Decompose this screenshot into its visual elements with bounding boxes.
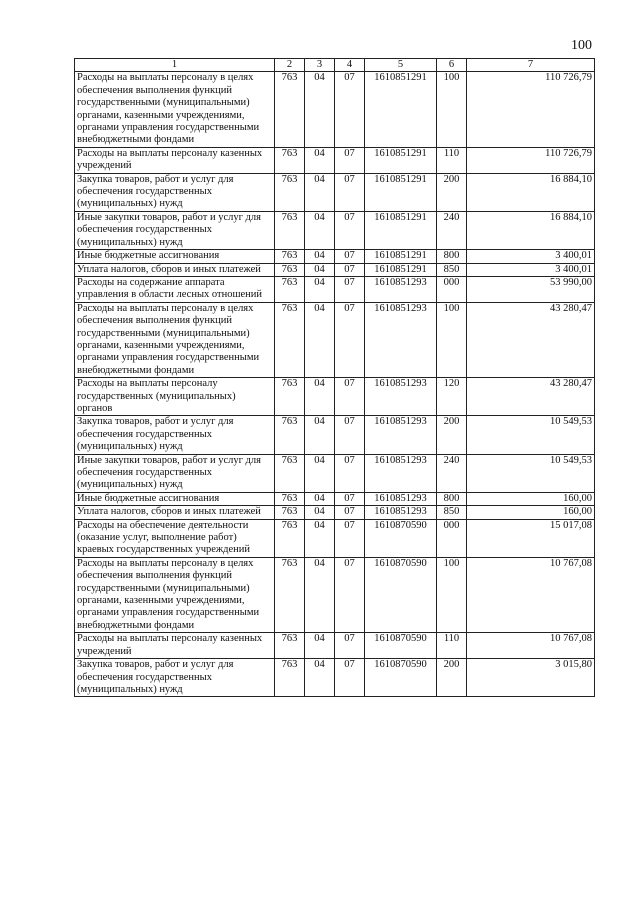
section-code-cell: 04 bbox=[305, 454, 335, 492]
subsection-code-cell: 07 bbox=[335, 506, 365, 519]
budget-table bbox=[74, 58, 595, 697]
header-row bbox=[75, 59, 595, 72]
subsection-code-cell: 07 bbox=[335, 250, 365, 263]
ministry-code-cell: 763 bbox=[275, 416, 305, 454]
expense-type-cell: 800 bbox=[437, 250, 467, 263]
target-article-cell: 1610851293 bbox=[365, 454, 437, 492]
ministry-code-cell: 763 bbox=[275, 250, 305, 263]
expense-name-cell: Уплата налогов, сборов и иных платежей bbox=[75, 506, 275, 519]
subsection-code-cell: 07 bbox=[335, 378, 365, 416]
expense-type-cell: 100 bbox=[437, 557, 467, 632]
section-code-cell: 04 bbox=[305, 72, 335, 147]
amount-cell: 110 726,79 bbox=[467, 147, 595, 173]
column-header: 3 bbox=[305, 59, 335, 72]
target-article-cell: 1610851293 bbox=[365, 302, 437, 377]
expense-type-cell: 240 bbox=[437, 211, 467, 249]
target-article-cell: 1610851293 bbox=[365, 506, 437, 519]
table-row bbox=[75, 147, 595, 173]
expense-name-cell: Расходы на обеспечение деятельности (оказание услуг, выполнение работ) краевых государственных учреждений bbox=[75, 519, 275, 557]
expense-type-cell: 000 bbox=[437, 276, 467, 302]
ministry-code-cell: 763 bbox=[275, 173, 305, 211]
table-row bbox=[75, 263, 595, 276]
expense-type-cell: 110 bbox=[437, 633, 467, 659]
section-code-cell: 04 bbox=[305, 211, 335, 249]
amount-cell: 10 549,53 bbox=[467, 454, 595, 492]
expense-type-cell: 100 bbox=[437, 72, 467, 147]
expense-name-cell: Уплата налогов, сборов и иных платежей bbox=[75, 263, 275, 276]
ministry-code-cell: 763 bbox=[275, 659, 305, 697]
subsection-code-cell: 07 bbox=[335, 302, 365, 377]
ministry-code-cell: 763 bbox=[275, 211, 305, 249]
table-row bbox=[75, 557, 595, 632]
target-article-cell: 1610851293 bbox=[365, 378, 437, 416]
section-code-cell: 04 bbox=[305, 492, 335, 505]
expense-name-cell: Иные закупки товаров, работ и услуг для обеспечения государственных (муниципальных) нужд bbox=[75, 454, 275, 492]
amount-cell: 16 884,10 bbox=[467, 211, 595, 249]
column-header: 1 bbox=[75, 59, 275, 72]
expense-name-cell: Расходы на выплаты персоналу в целях обеспечения выполнения функций государственными (муниципальными) органами, казенными учреждениями, органами управления государственными внебюджетными фондами bbox=[75, 72, 275, 147]
column-header: 7 bbox=[467, 59, 595, 72]
amount-cell: 15 017,08 bbox=[467, 519, 595, 557]
section-code-cell: 04 bbox=[305, 173, 335, 211]
subsection-code-cell: 07 bbox=[335, 557, 365, 632]
expense-name-cell: Закупка товаров, работ и услуг для обеспечения государственных (муниципальных) нужд bbox=[75, 416, 275, 454]
section-code-cell: 04 bbox=[305, 263, 335, 276]
target-article-cell: 1610870590 bbox=[365, 519, 437, 557]
subsection-code-cell: 07 bbox=[335, 211, 365, 249]
expense-type-cell: 200 bbox=[437, 659, 467, 697]
expense-type-cell: 200 bbox=[437, 416, 467, 454]
table-row bbox=[75, 302, 595, 377]
target-article-cell: 1610870590 bbox=[365, 659, 437, 697]
target-article-cell: 1610851291 bbox=[365, 147, 437, 173]
amount-cell: 10 549,53 bbox=[467, 416, 595, 454]
amount-cell: 160,00 bbox=[467, 492, 595, 505]
table-row bbox=[75, 492, 595, 505]
table-row bbox=[75, 659, 595, 697]
subsection-code-cell: 07 bbox=[335, 263, 365, 276]
table-row bbox=[75, 519, 595, 557]
expense-name-cell: Иные закупки товаров, работ и услуг для обеспечения государственных (муниципальных) нужд bbox=[75, 211, 275, 249]
target-article-cell: 1610851291 bbox=[365, 211, 437, 249]
target-article-cell: 1610870590 bbox=[365, 557, 437, 632]
table-row bbox=[75, 416, 595, 454]
target-article-cell: 1610851291 bbox=[365, 263, 437, 276]
ministry-code-cell: 763 bbox=[275, 519, 305, 557]
expense-name-cell: Расходы на содержание аппарата управления в области лесных отношений bbox=[75, 276, 275, 302]
target-article-cell: 1610851291 bbox=[365, 72, 437, 147]
amount-cell: 110 726,79 bbox=[467, 72, 595, 147]
expense-name-cell: Расходы на выплаты персоналу казенных учреждений bbox=[75, 633, 275, 659]
expense-type-cell: 120 bbox=[437, 378, 467, 416]
expense-type-cell: 110 bbox=[437, 147, 467, 173]
table-row bbox=[75, 250, 595, 263]
section-code-cell: 04 bbox=[305, 302, 335, 377]
ministry-code-cell: 763 bbox=[275, 492, 305, 505]
expense-name-cell: Закупка товаров, работ и услуг для обеспечения государственных (муниципальных) нужд bbox=[75, 659, 275, 697]
amount-cell: 3 400,01 bbox=[467, 250, 595, 263]
expense-name-cell: Расходы на выплаты персоналу казенных учреждений bbox=[75, 147, 275, 173]
target-article-cell: 1610851293 bbox=[365, 492, 437, 505]
subsection-code-cell: 07 bbox=[335, 633, 365, 659]
subsection-code-cell: 07 bbox=[335, 173, 365, 211]
target-article-cell: 1610851291 bbox=[365, 250, 437, 263]
ministry-code-cell: 763 bbox=[275, 378, 305, 416]
expense-name-cell: Иные бюджетные ассигнования bbox=[75, 492, 275, 505]
section-code-cell: 04 bbox=[305, 659, 335, 697]
section-code-cell: 04 bbox=[305, 519, 335, 557]
target-article-cell: 1610851293 bbox=[365, 276, 437, 302]
expense-type-cell: 240 bbox=[437, 454, 467, 492]
table-row bbox=[75, 506, 595, 519]
amount-cell: 43 280,47 bbox=[467, 302, 595, 377]
section-code-cell: 04 bbox=[305, 557, 335, 632]
ministry-code-cell: 763 bbox=[275, 263, 305, 276]
ministry-code-cell: 763 bbox=[275, 633, 305, 659]
subsection-code-cell: 07 bbox=[335, 147, 365, 173]
subsection-code-cell: 07 bbox=[335, 659, 365, 697]
ministry-code-cell: 763 bbox=[275, 454, 305, 492]
ministry-code-cell: 763 bbox=[275, 302, 305, 377]
expense-name-cell: Расходы на выплаты персоналу государственных (муниципальных) органов bbox=[75, 378, 275, 416]
table-row bbox=[75, 173, 595, 211]
ministry-code-cell: 763 bbox=[275, 506, 305, 519]
table-row bbox=[75, 378, 595, 416]
section-code-cell: 04 bbox=[305, 506, 335, 519]
amount-cell: 16 884,10 bbox=[467, 173, 595, 211]
ministry-code-cell: 763 bbox=[275, 276, 305, 302]
amount-cell: 43 280,47 bbox=[467, 378, 595, 416]
amount-cell: 53 990,00 bbox=[467, 276, 595, 302]
amount-cell: 10 767,08 bbox=[467, 633, 595, 659]
subsection-code-cell: 07 bbox=[335, 454, 365, 492]
target-article-cell: 1610870590 bbox=[365, 633, 437, 659]
expense-name-cell: Расходы на выплаты персоналу в целях обеспечения выполнения функций государственными (муниципальными) органами, казенными учреждениями, органами управления государственными внебюджетными фондами bbox=[75, 302, 275, 377]
expense-type-cell: 850 bbox=[437, 506, 467, 519]
ministry-code-cell: 763 bbox=[275, 147, 305, 173]
section-code-cell: 04 bbox=[305, 416, 335, 454]
subsection-code-cell: 07 bbox=[335, 276, 365, 302]
column-header: 5 bbox=[365, 59, 437, 72]
subsection-code-cell: 07 bbox=[335, 519, 365, 557]
section-code-cell: 04 bbox=[305, 633, 335, 659]
expense-type-cell: 100 bbox=[437, 302, 467, 377]
expense-type-cell: 800 bbox=[437, 492, 467, 505]
subsection-code-cell: 07 bbox=[335, 492, 365, 505]
ministry-code-cell: 763 bbox=[275, 72, 305, 147]
expense-type-cell: 200 bbox=[437, 173, 467, 211]
section-code-cell: 04 bbox=[305, 250, 335, 263]
section-code-cell: 04 bbox=[305, 147, 335, 173]
amount-cell: 3 015,80 bbox=[467, 659, 595, 697]
target-article-cell: 1610851291 bbox=[365, 173, 437, 211]
column-header: 6 bbox=[437, 59, 467, 72]
table-row bbox=[75, 211, 595, 249]
table-row bbox=[75, 454, 595, 492]
page-number: 100 bbox=[571, 38, 592, 53]
expense-name-cell: Иные бюджетные ассигнования bbox=[75, 250, 275, 263]
target-article-cell: 1610851293 bbox=[365, 416, 437, 454]
expense-name-cell: Закупка товаров, работ и услуг для обеспечения государственных (муниципальных) нужд bbox=[75, 173, 275, 211]
column-header: 4 bbox=[335, 59, 365, 72]
expense-type-cell: 850 bbox=[437, 263, 467, 276]
ministry-code-cell: 763 bbox=[275, 557, 305, 632]
column-header: 2 bbox=[275, 59, 305, 72]
section-code-cell: 04 bbox=[305, 378, 335, 416]
amount-cell: 10 767,08 bbox=[467, 557, 595, 632]
expense-name-cell: Расходы на выплаты персоналу в целях обеспечения выполнения функций государственными (муниципальными) органами, казенными учреждениями, органами управления государственными внебюджетными фондами bbox=[75, 557, 275, 632]
amount-cell: 3 400,01 bbox=[467, 263, 595, 276]
table-row bbox=[75, 276, 595, 302]
section-code-cell: 04 bbox=[305, 276, 335, 302]
table-row bbox=[75, 72, 595, 147]
subsection-code-cell: 07 bbox=[335, 416, 365, 454]
expense-type-cell: 000 bbox=[437, 519, 467, 557]
amount-cell: 160,00 bbox=[467, 506, 595, 519]
table-row bbox=[75, 633, 595, 659]
subsection-code-cell: 07 bbox=[335, 72, 365, 147]
